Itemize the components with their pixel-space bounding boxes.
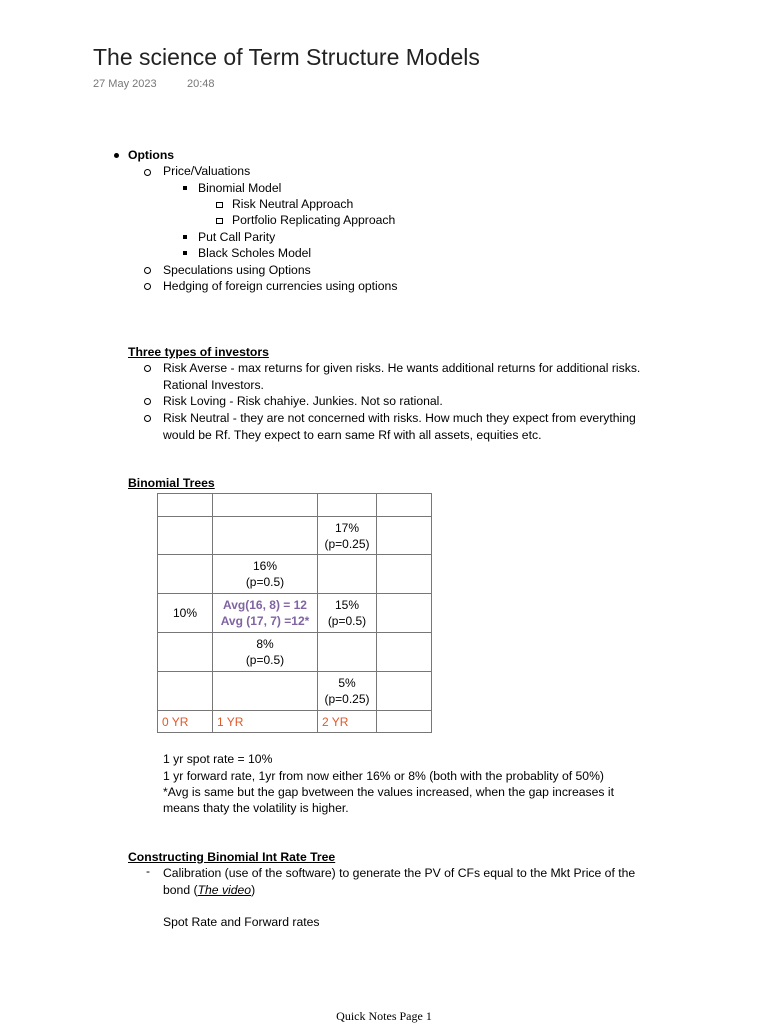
tree-note-2: 1 yr forward rate, 1yr from now either 16% or 8% (both with the probablity of 50%) bbox=[163, 769, 604, 783]
tree-cell-17: 17% (p=0.25) bbox=[318, 517, 377, 555]
outline-black-scholes: Black Scholes Model bbox=[198, 246, 312, 260]
tree-cell-8: 8% (p=0.5) bbox=[213, 633, 318, 672]
investors-heading: Three types of investors bbox=[128, 345, 269, 359]
tree-year-0: 0 YR bbox=[158, 711, 213, 733]
page-title: The science of Term Structure Models bbox=[93, 44, 480, 70]
bullet-ring bbox=[144, 267, 151, 274]
tree-year-2: 2 YR bbox=[318, 711, 377, 733]
bullet-ring bbox=[144, 415, 151, 422]
tree-note-3: *Avg is same but the gap bvetween the values increased, when the gap increases it bbox=[163, 785, 614, 799]
tree-cell-15: 15% (p=0.5) bbox=[318, 594, 377, 633]
bullet-ring bbox=[144, 283, 151, 290]
investors-averse-2: Rational Investors. bbox=[163, 378, 264, 392]
tree-cell-10: 10% bbox=[158, 594, 213, 633]
bullet-dash: - bbox=[146, 864, 150, 878]
outline-hedging: Hedging of foreign currencies using options bbox=[163, 279, 398, 293]
outline-risk-neutral: Risk Neutral Approach bbox=[232, 197, 354, 211]
video-link[interactable]: The video bbox=[197, 883, 252, 897]
bullet-box bbox=[216, 218, 223, 224]
bullet-box bbox=[216, 202, 223, 208]
outline-speculations: Speculations using Options bbox=[163, 263, 311, 277]
spot-forward-text: Spot Rate and Forward rates bbox=[163, 915, 320, 929]
bullet-ring bbox=[144, 365, 151, 372]
bullet-square bbox=[183, 235, 187, 239]
outline-binomial: Binomial Model bbox=[198, 181, 282, 195]
constructing-item-2: bond (The video) bbox=[163, 883, 256, 897]
outline-price: Price/Valuations bbox=[163, 164, 251, 178]
investors-neutral-1: Risk Neutral - they are not concerned with risks. How much they expect from everything bbox=[163, 411, 636, 425]
investors-averse-1: Risk Averse - max returns for given risks. He wants additional returns for additional risks. bbox=[163, 361, 641, 375]
bullet-ring bbox=[144, 398, 151, 405]
constructing-heading: Constructing Binomial Int Rate Tree bbox=[128, 850, 336, 864]
investors-loving: Risk Loving - Risk chahiye. Junkies. Not so rational. bbox=[163, 394, 443, 408]
outline-put-call: Put Call Parity bbox=[198, 230, 276, 244]
tree-cell-5: 5% (p=0.25) bbox=[318, 672, 377, 711]
bullet-square bbox=[183, 251, 187, 255]
tree-note-4: means thaty the volatility is higher. bbox=[163, 801, 349, 815]
tree-year-1: 1 YR bbox=[213, 711, 318, 733]
tree-cell-16: 16% (p=0.5) bbox=[213, 555, 318, 594]
tree-note-1: 1 yr spot rate = 10% bbox=[163, 752, 273, 766]
page-footer: Quick Notes Page 1 bbox=[336, 1009, 432, 1023]
note-date: 27 May 2023 bbox=[93, 78, 157, 90]
bullet-square bbox=[183, 186, 187, 190]
bullet-disc bbox=[114, 153, 119, 158]
note-time: 20:48 bbox=[187, 78, 215, 90]
outline-portfolio: Portfolio Replicating Approach bbox=[232, 213, 396, 227]
constructing-item-1: Calibration (use of the software) to generate the PV of CFs equal to the Mkt Price of the bbox=[163, 866, 636, 880]
binomial-tree-table bbox=[157, 493, 432, 733]
outline-options: Options bbox=[128, 148, 175, 162]
binomial-heading: Binomial Trees bbox=[128, 476, 215, 490]
bullet-ring bbox=[144, 169, 151, 176]
investors-neutral-2: would be Rf. They expect to earn same Rf with all assets, equities etc. bbox=[163, 428, 542, 442]
tree-cell-avg: Avg(16, 8) = 12 Avg (17, 7) =12* bbox=[213, 594, 318, 633]
